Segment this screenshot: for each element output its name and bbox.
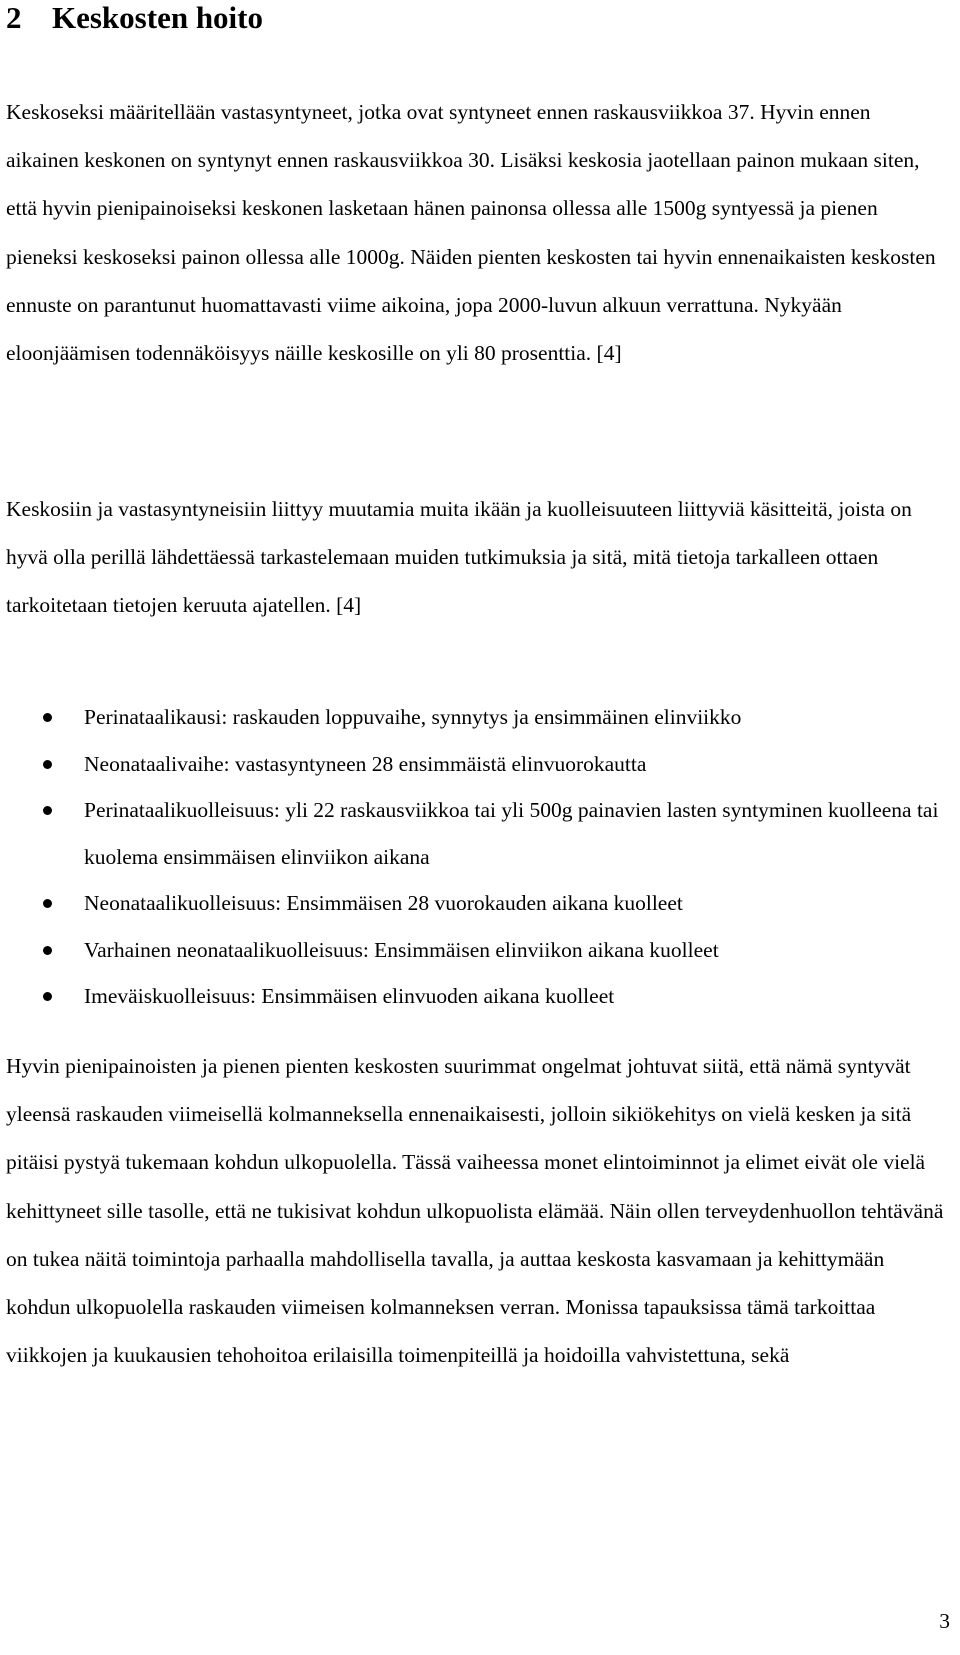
bullet-icon	[43, 806, 52, 815]
section-title: Keskosten hoito	[52, 0, 263, 35]
list-item	[0, 973, 940, 1020]
bullet-icon	[43, 992, 52, 1001]
paragraph-concepts-intro: Keskosiin ja vastasyntyneisiin liittyy muutamia muita ikään ja kuolleisuuteen liittyviä käsitteitä, joista on hyvä olla perillä lähdettäessä tarkastelemaan muiden tutkimuksia ja sitä, mitä tietoja tarkalleen ottaen tarkoitetaan tietojen keruuta ajatellen. [4]	[6, 497, 912, 618]
definitions-list	[0, 694, 940, 1020]
section-number: 2	[6, 0, 22, 35]
list-item	[0, 787, 940, 880]
paragraph-care-challenges: Hyvin pienipainoisten ja pienen pienten keskosten suurimmat ongelmat johtuvat siitä, että nämä syntyvät yleensä raskauden viimeisellä kolmanneksella ennenaikaisesti, jolloin sikiökehitys on vielä kesken ja sitä pitäisi pystyä tukemaan kohdun ulkopuolella. Tässä vaiheessa monet elintoiminnot ja elimet eivät ole vielä kehittyneet sille tasolle, että ne tukisivat kohdun ulkopuolista elämää. Näin ollen terveydenhuollon tehtävänä on tukea näitä toimintoja parhaalla mahdollisella tavalla, ja auttaa keskosta kasvamaan ja kehittymään kohdun ulkopuolella raskauden viimeisen kolmanneksen verran. Monissa tapauksissa tämä tarkoittaa viikkojen ja kuukausien tehohoitoa erilaisilla toimenpiteillä ja hoidoilla vahvistettuna, sekä	[6, 1054, 944, 1368]
list-item	[0, 927, 940, 974]
page-number: 3	[939, 1609, 950, 1633]
definition-text: Varhainen neonataalikuolleisuus: Ensimmäisen elinviikon aikana kuolleet	[84, 937, 719, 962]
definition-text: Neonataalivaihe: vastasyntyneen 28 ensimmäistä elinvuorokautta	[84, 751, 647, 776]
definition-text: Perinataalikuolleisuus: yli 22 raskausviikkoa tai yli 500g painavien lasten syntyminen kuolleena tai kuolema ensimmäisen elinviikon aikana	[84, 798, 939, 869]
paragraph-preterm-definition: Keskoseksi määritellään vastasyntyneet, jotka ovat syntyneet ennen raskausviikkoa 37. Hyvin ennen aikainen keskonen on syntynyt ennen raskausviikkoa 30. Lisäksi keskosia jaotellaan painon mukaan siten, että hyvin pienipainoiseksi keskonen lasketaan hänen painonsa ollessa alle 1500g syntyessä ja pienen pieneksi keskoseksi painon ollessa alle 1000g. Näiden pienten keskosten tai hyvin ennenaikaisten keskosten ennuste on parantunut huomattavasti viime aikoina, jopa 2000-luvun alkuun verrattuna. Nykyään eloonjäämisen todennäköisyys näille keskosille on yli 80 prosenttia. [4]	[6, 100, 936, 366]
bullet-icon	[43, 713, 52, 722]
definition-text: Imeväiskuolleisuus: Ensimmäisen elinvuoden aikana kuolleet	[84, 984, 615, 1008]
list-item	[0, 741, 940, 788]
section-heading	[6, 0, 263, 36]
definition-text: Neonataalikuolleisuus: Ensimmäisen 28 vuorokauden aikana kuolleet	[84, 891, 683, 915]
bullet-icon	[43, 899, 52, 908]
list-item	[0, 694, 940, 741]
definition-text: Perinataalikausi: raskauden loppuvaihe, synnytys ja ensimmäinen elinviikko	[84, 705, 742, 729]
list-item	[0, 880, 940, 927]
bullet-icon	[43, 760, 52, 769]
bullet-icon	[43, 946, 52, 955]
